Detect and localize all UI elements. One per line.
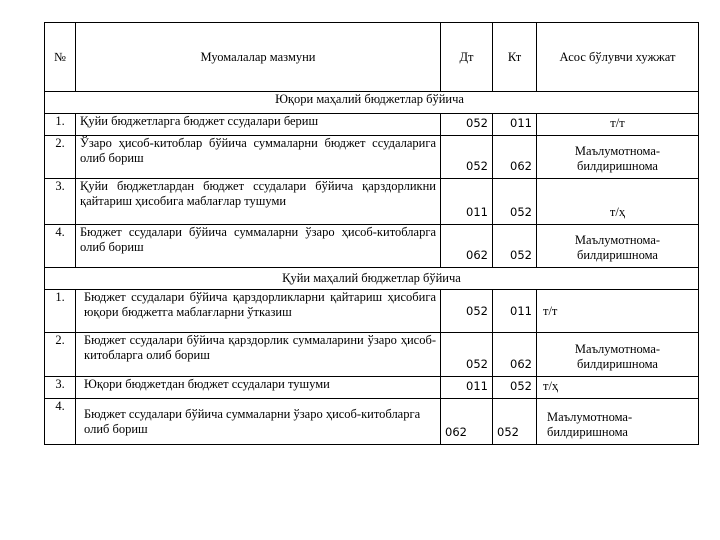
section-title-row xyxy=(45,268,699,290)
row-credit: 052 xyxy=(493,179,537,225)
row-basis: т/т xyxy=(537,290,699,333)
table-row xyxy=(45,136,699,179)
header-basis: Асос бўлувчи хужжат xyxy=(537,23,699,92)
section-title-row xyxy=(45,92,699,114)
row-debit: 052 xyxy=(441,114,493,136)
row-text: Бюджет ссудалари бўйича суммаларни ўзаро ҳисоб-китобларга олиб бориш xyxy=(76,225,441,268)
row-no: 3. xyxy=(45,377,76,399)
row-debit: 011 xyxy=(441,377,493,399)
row-basis: т/ҳ xyxy=(537,179,699,225)
row-basis: Маълумотнома-билдиришнома xyxy=(537,333,699,377)
row-credit: 052 xyxy=(493,399,537,445)
header-content: Муомалалар мазмуни xyxy=(76,23,441,92)
table-row xyxy=(45,114,699,136)
row-no: 3. xyxy=(45,179,76,225)
row-basis: т/ҳ xyxy=(537,377,699,399)
row-no: 4. xyxy=(45,225,76,268)
row-no: 1. xyxy=(45,290,76,333)
row-text: Бюджет ссудалари бўйича суммаларни ўзаро ҳисоб-китобларга олиб бориш xyxy=(76,399,441,445)
row-text: Қуйи бюджетлардан бюджет ссудалари бўйича қарздорликни қайтариш ҳисобига маблағлар тушуми xyxy=(76,179,441,225)
row-credit: 062 xyxy=(493,333,537,377)
table-row xyxy=(45,290,699,333)
row-basis: Маълумотнома-билдиришнома xyxy=(537,399,699,445)
row-credit: 052 xyxy=(493,377,537,399)
row-text: Қуйи бюджетларга бюджет ссудалари бериш xyxy=(76,114,441,136)
table-row xyxy=(45,399,699,445)
row-no: 4. xyxy=(45,399,76,445)
row-credit: 052 xyxy=(493,225,537,268)
section-title: Қуйи маҳалий бюджетлар бўйича xyxy=(45,268,699,290)
row-debit: 052 xyxy=(441,136,493,179)
row-text: Ўзаро ҳисоб-китоблар бўйича суммаларни бюджет ссудаларига олиб бориш xyxy=(76,136,441,179)
row-debit: 052 xyxy=(441,333,493,377)
row-basis: т/т xyxy=(537,114,699,136)
header-row xyxy=(45,23,699,92)
table-row xyxy=(45,179,699,225)
row-text: Бюджет ссудалари бўйича қарздорлик суммаларини ўзаро ҳисоб-китобларга олиб бориш xyxy=(76,333,441,377)
row-credit: 011 xyxy=(493,114,537,136)
header-debit: Дт xyxy=(441,23,493,92)
table-row xyxy=(45,377,699,399)
row-debit: 062 xyxy=(441,399,493,445)
row-credit: 011 xyxy=(493,290,537,333)
row-basis: Маълумотнома-билдиришнома xyxy=(537,136,699,179)
section-title: Юқори маҳалий бюджетлар бўйича xyxy=(45,92,699,114)
row-text: Бюджет ссудалари бўйича қарздорликларни қайтариш ҳисобига юқори бюджетга маблағларни ўтказиш xyxy=(76,290,441,333)
row-debit: 011 xyxy=(441,179,493,225)
transactions-table xyxy=(44,22,699,445)
row-text: Юқори бюджетдан бюджет ссудалари тушуми xyxy=(76,377,441,399)
header-credit: Кт xyxy=(493,23,537,92)
header-no: № xyxy=(45,23,76,92)
table-row xyxy=(45,333,699,377)
row-debit: 062 xyxy=(441,225,493,268)
table-row xyxy=(45,225,699,268)
row-basis: Маълумотнома-билдиришнома xyxy=(537,225,699,268)
row-no: 2. xyxy=(45,136,76,179)
row-credit: 062 xyxy=(493,136,537,179)
row-no: 1. xyxy=(45,114,76,136)
row-debit: 052 xyxy=(441,290,493,333)
row-no: 2. xyxy=(45,333,76,377)
